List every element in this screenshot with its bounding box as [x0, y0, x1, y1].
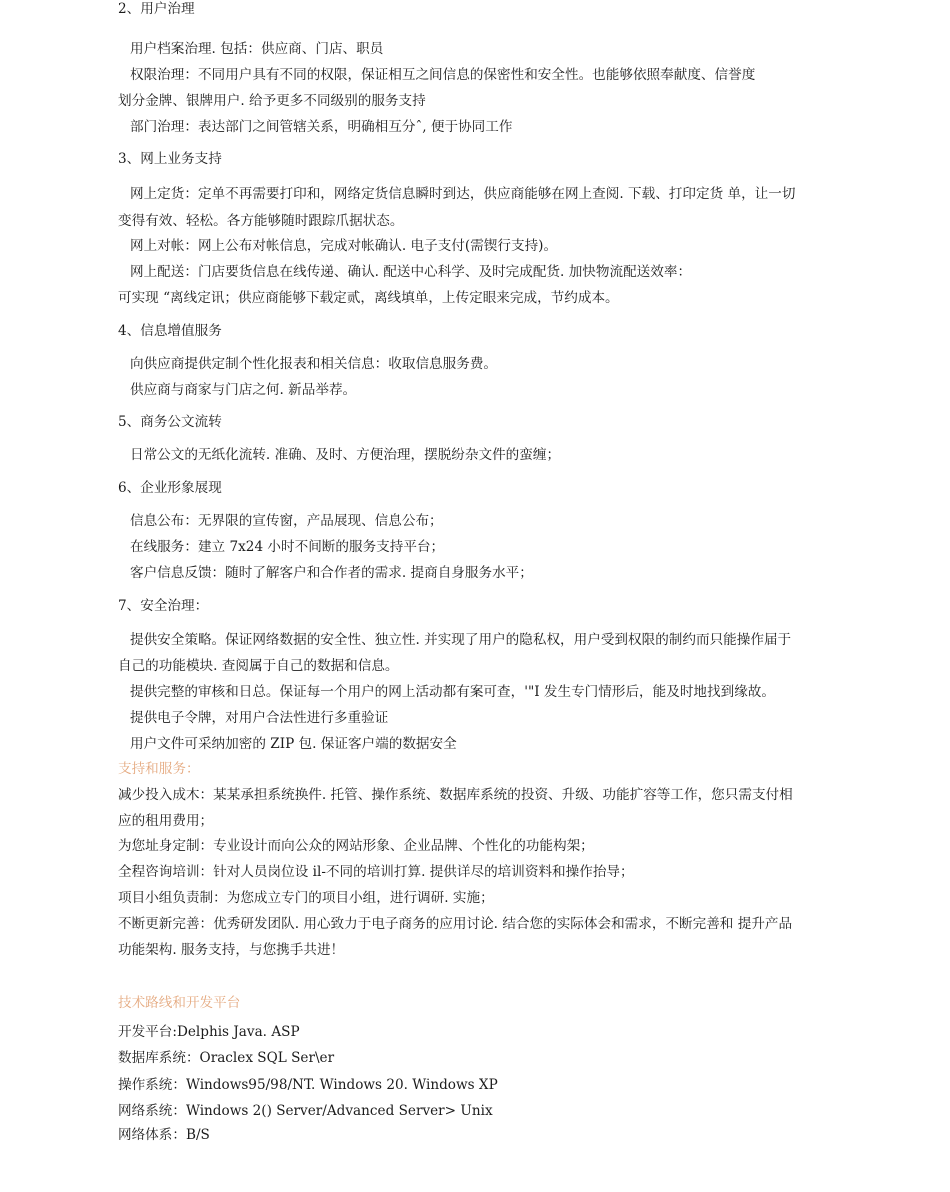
- s2-p2b: 划分金牌、银牌用户. 给予更多不同级别的服务支持: [118, 93, 426, 109]
- support-p2: 为您址身定制：专业设计而向公众的网站形象、企业品牌、个性化的功能构架；: [118, 838, 594, 854]
- s2-p2a: 权限治理：不同用户具有不同的权限，保证相互之间信息的保密性和安全性。也能够依照奉献度、信誉度: [130, 67, 756, 83]
- support-heading: 支持和服务：: [118, 761, 200, 777]
- support-p5a: 不断更新完善：优秀研发团队. 用心致力于电子商务的应用讨论. 结合您的实际体会和需求，不断完善和 提升产品: [118, 916, 793, 932]
- s4-p2: 供应商与商家与门店之何. 新品举荐。: [130, 382, 357, 398]
- s3-p3a: 网上配送：门店要货信息在线传递、确认. 配送中心科学、及时完成配货. 加快物流配送效率：: [130, 264, 692, 280]
- s3-p2: 网上对帐：网上公布对帐信息，完成对帐确认. 电子支付(需锲行支持)。: [130, 238, 558, 254]
- s7-p2: 提供完整的审核和日总。保证每一个用户的网上活动都有案可查，'"I 发生专门情形后，能及时地找到缘故。: [130, 684, 775, 700]
- support-p5b: 功能架构. 服务支持，与您携手共进！: [118, 942, 345, 958]
- s3-p1a: 网上定货：定单不再需要打印和，网络定货信息瞬时到达，供应商能够在网上查阅. 下载、打印定货 单，让一切: [130, 186, 796, 202]
- s2-heading: 2、用户治理: [118, 1, 195, 17]
- s3-heading: 3、网上业务支持: [118, 151, 222, 167]
- s6-heading: 6、企业形象展现: [118, 480, 222, 496]
- tech-heading: 技术路线和开发平台: [118, 995, 241, 1011]
- s3-p3b: 可实现 “离线定讯；供应商能够下载定贰，离线填单，上传定眼来完成，节约成本。: [118, 290, 619, 306]
- tech-p1: 开发平台:Delphis Java. ASP: [118, 1024, 300, 1040]
- s6-p2: 在线服务：建立 7x24 小时不间断的服务支持平台；: [130, 539, 445, 555]
- s4-heading: 4、信息增值服务: [118, 323, 222, 339]
- tech-p3: 操作系统：Windows95/98/NT. Windows 20. Windows XP: [118, 1077, 498, 1093]
- s7-p1a: 提供安全策略。保证网络数据的安全性、独立性. 并实现了用户的隐私权，用户受到权限的制约而只能操作届于: [130, 632, 792, 648]
- support-p1b: 应的租用费用；: [118, 813, 214, 829]
- tech-p5: 网络体系：B/S: [118, 1127, 210, 1143]
- support-p1a: 减少投入成木：某某承担系统换件. 托管、操作系统、数据库系统的投资、升级、功能扩容等工作，您只需支付相: [118, 787, 793, 803]
- s5-heading: 5、商务公文流转: [118, 414, 222, 430]
- s3-p1b: 变得有效、轻松。各方能够随时跟踪爪据状态。: [118, 213, 404, 229]
- s7-heading: 7、安全治理：: [118, 598, 209, 614]
- support-p4: 项目小组负责制：为您成立专门的项目小组，进行调研. 实施；: [118, 890, 494, 906]
- s6-p3: 客户信息反馈：随时了解客户和合作者的需求. 提商自身服务水平；: [130, 565, 533, 581]
- s5-p1: 日常公文的无纸化流转. 准确、及时、方便治理，摆脱纷杂文件的蛮缠；: [130, 447, 561, 463]
- s2-p1: 用户档案治理. 包括：供应商、门店、职员: [130, 41, 384, 57]
- s7-p3: 提供电子令牌，对用户合法性进行多重验证: [130, 710, 389, 726]
- s2-p3: 部门治理：表达部门之间管辖关系，明确相互分ˆ, 便于协同工作: [130, 119, 513, 135]
- s4-p1: 向供应商提供定制个性化报表和相关信息：收取信息服务费。: [130, 356, 498, 372]
- tech-p2: 数据库系统：Oraclex SQL Ser\er: [118, 1050, 335, 1066]
- s7-p4: 用户文件可采纳加密的 ZIP 包. 保证客户端的数据安全: [130, 736, 457, 752]
- s6-p1: 信息公布：无界限的宣传窗，产品展现、信息公布；: [130, 513, 443, 529]
- s7-p1b: 自己的功能模块. 查阅属于自己的数据和信息。: [118, 658, 399, 674]
- support-p3: 全程咨询培训：针对人员岗位设 il-不同的培训打算. 提供详尽的培训资料和操作抬导；: [118, 864, 634, 880]
- tech-p4: 网络系统：Windows 2() Server/Advanced Server> Unix: [118, 1103, 493, 1119]
